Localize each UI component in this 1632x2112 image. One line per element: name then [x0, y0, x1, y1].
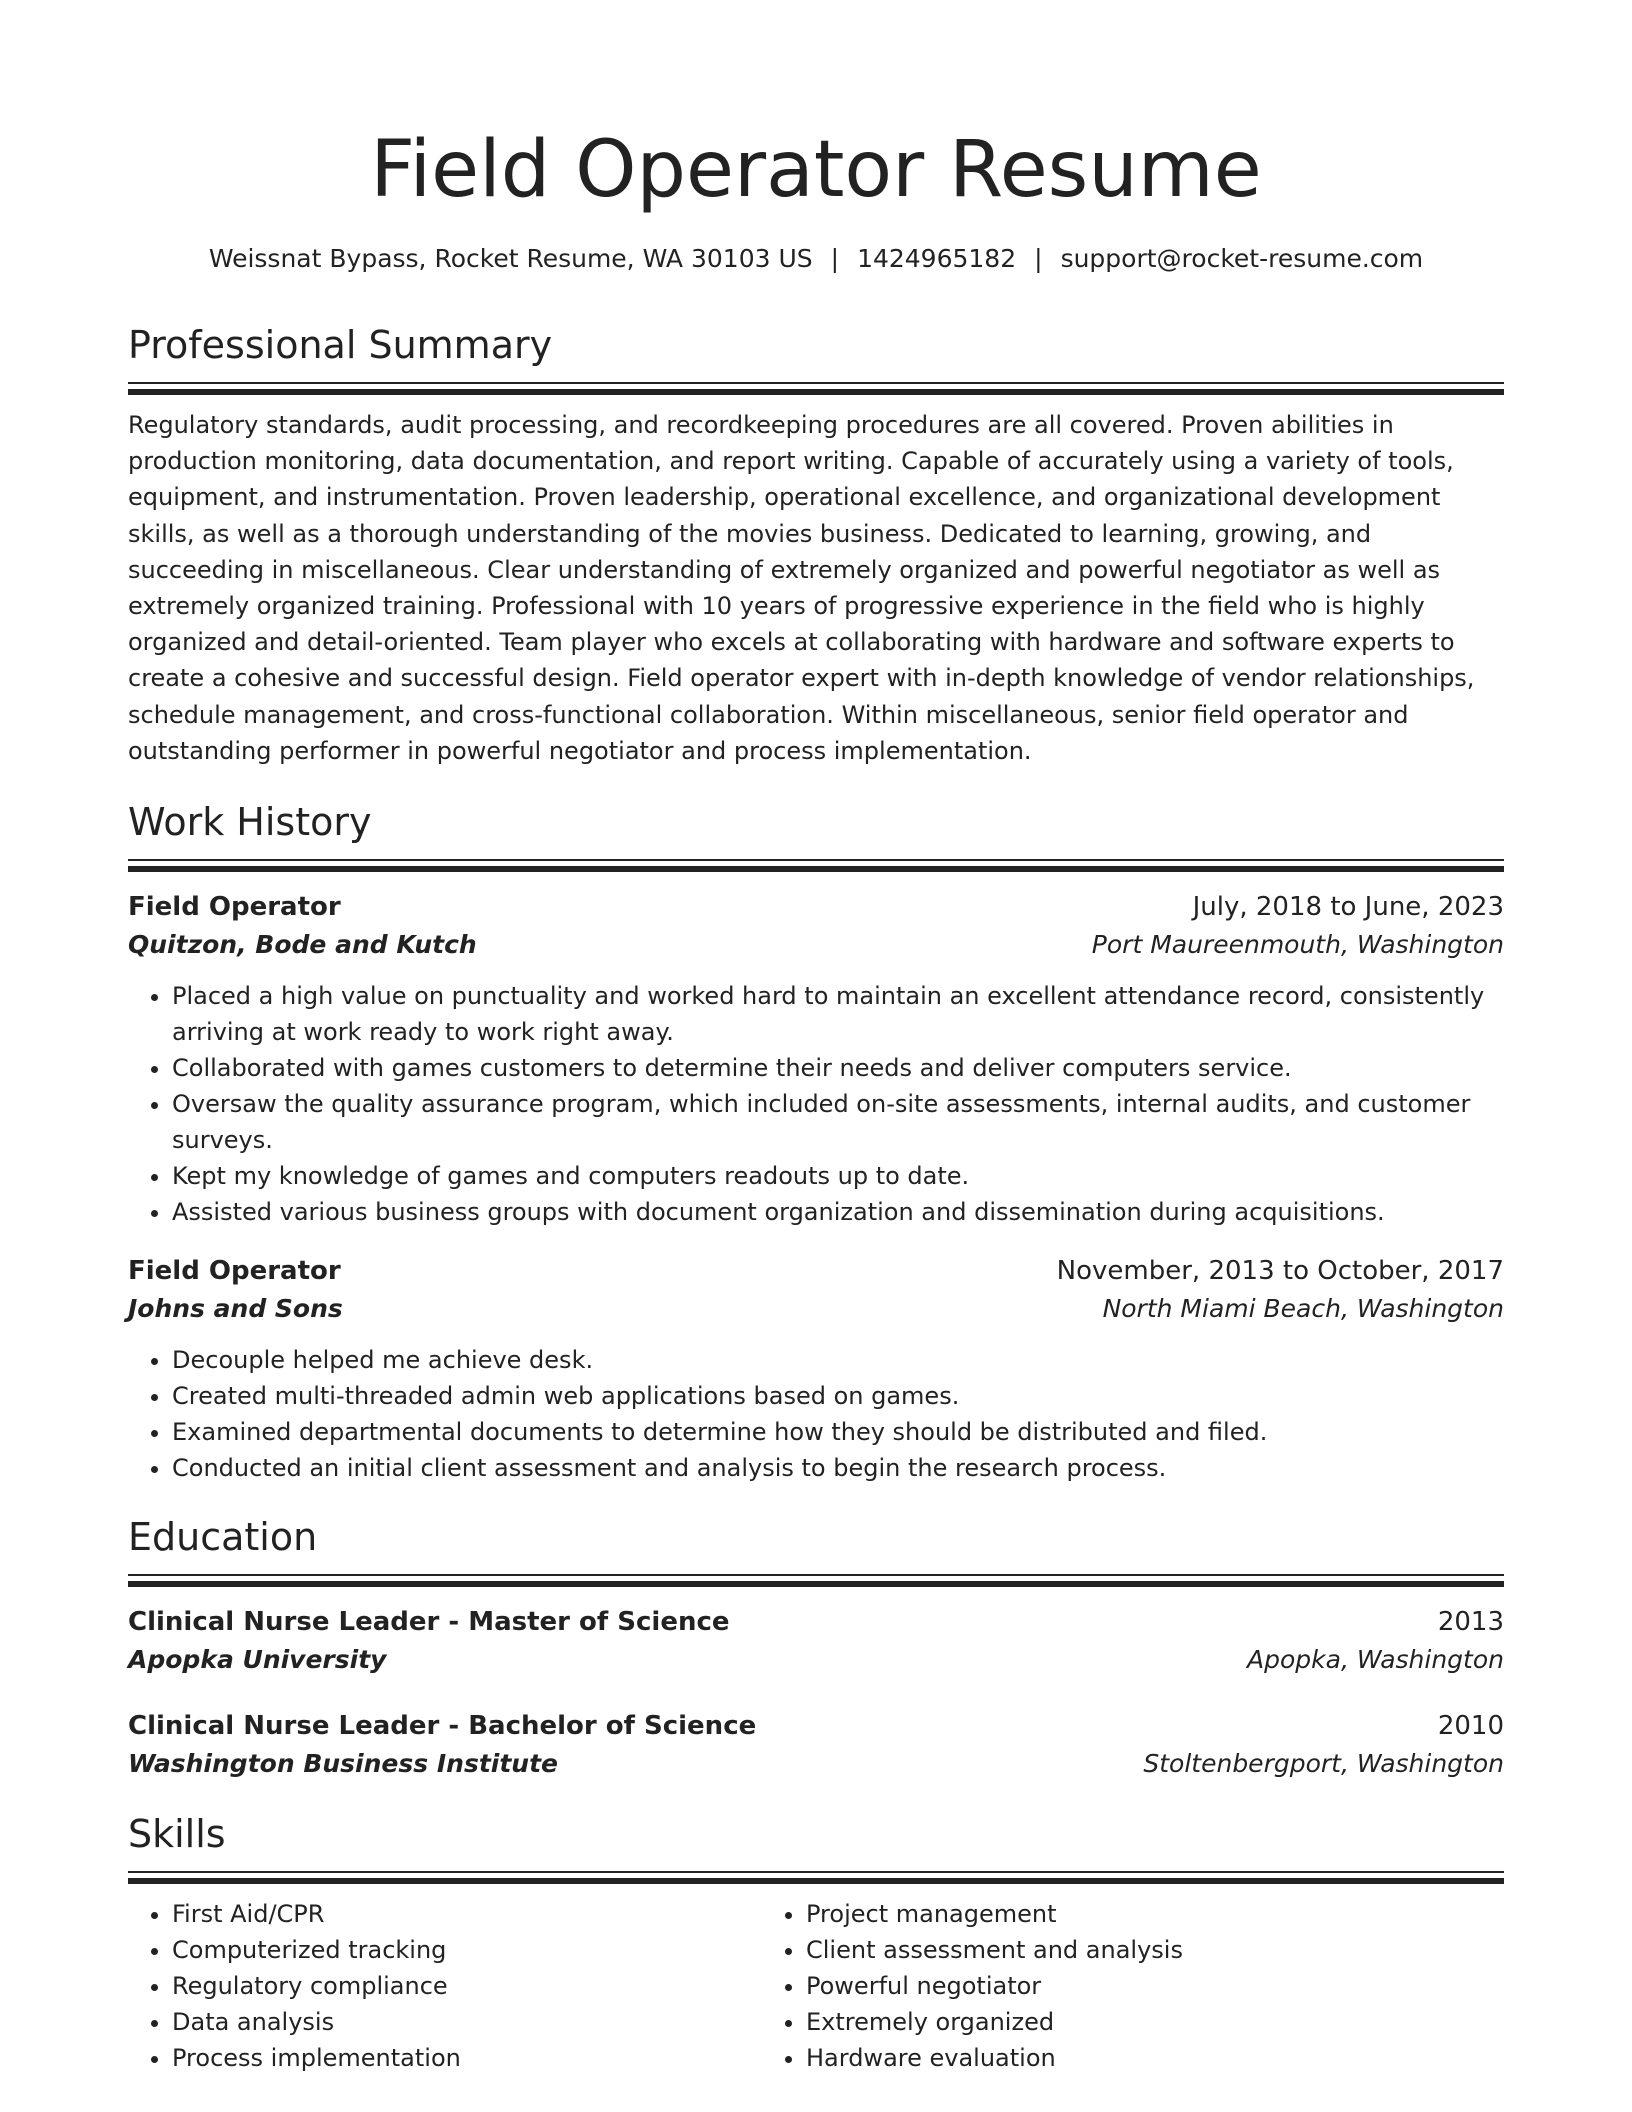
school-location: Stoltenbergport, Washington	[1143, 1749, 1504, 1779]
skills-columns	[128, 1896, 1504, 2076]
summary-text: Regulatory standards, audit processing, and recordkeeping procedures are all covered. Proven abilities in production monitoring, data documentation, and report writing. Capable of accurately using a variety of tools, equipment, and instrumentation. Proven leadership, operational excellence, and organizational development skills, as well as a thorough understanding of the movies business. Dedicated to learning, growing, and succeeding in miscellaneous. Clear understanding of extremely organized and powerful negotiator as well as extremely organized training. Professional with 10 years of progressive experience in the field who is highly organized and detail-oriented. Team player who excels at collaborating with hardware and software experts to create a cohesive and successful design. Field operator expert with in-depth knowledge of vendor relationships, schedule management, and cross-functional collaboration. Within miscellaneous, senior field operator and outstanding performer in powerful negotiator and process implementation.	[128, 411, 1475, 765]
list-item: • Regulatory compliance	[172, 1968, 762, 2004]
job-entry	[128, 888, 1504, 1230]
job-bullets	[128, 978, 1504, 1230]
list-item: • Computerized tracking	[172, 1932, 762, 1968]
list-item: • Client assessment and analysis	[806, 1932, 1396, 1968]
graduation-year: 2013	[1437, 1607, 1504, 1638]
job-dates: November, 2013 to October, 2017	[1056, 1256, 1504, 1287]
contact-separator: |	[1034, 244, 1043, 273]
list-item: • Created multi-threaded admin web applications based on games.	[172, 1378, 1504, 1414]
list-item: • Extremely organized	[806, 2004, 1396, 2040]
school-name: Washington Business Institute	[128, 1749, 558, 1779]
section-divider-thick	[128, 1581, 1504, 1587]
contact-address: Weissnat Bypass, Rocket Resume, WA 30103 US	[208, 244, 813, 273]
contact-separator: |	[830, 244, 840, 273]
section-title: Work History	[128, 800, 372, 845]
section-divider	[128, 859, 1504, 861]
contact-email: support@rocket-resume.com	[1060, 244, 1424, 273]
section-education	[128, 1512, 1504, 1783]
section-title: Professional Summary	[128, 323, 553, 367]
list-item: • Process implementation	[172, 2040, 762, 2076]
list-item: • Powerful negotiator	[806, 1968, 1396, 2004]
list-item: • Oversaw the quality assurance program, which included on-site assessments, internal audits, and customer surveys.	[172, 1086, 1504, 1158]
list-item: • Data analysis	[172, 2004, 762, 2040]
section-skills	[128, 1809, 1504, 2076]
job-dates: July, 2018 to June, 2023	[1192, 892, 1504, 923]
list-item: • Collaborated with games customers to determine their needs and deliver computers service.	[172, 1050, 1504, 1086]
section-work-history	[128, 797, 1504, 1486]
education-entry	[128, 1603, 1504, 1679]
job-entry	[128, 1252, 1504, 1486]
job-title: Field Operator	[128, 1256, 341, 1287]
job-company: Johns and Sons	[128, 1294, 343, 1324]
job-title: Field Operator	[128, 892, 341, 923]
contact-phone: 1424965182	[857, 244, 1017, 273]
job-bullets	[128, 1342, 1504, 1486]
section-divider-thick	[128, 389, 1504, 395]
list-item: • Decouple helped me achieve desk.	[172, 1342, 1504, 1378]
list-item: • First Aid/CPR	[172, 1896, 762, 1932]
degree: Clinical Nurse Leader - Bachelor of Science	[128, 1711, 757, 1742]
contact-line	[128, 242, 1504, 276]
resume-page	[128, 0, 1504, 2076]
job-location: Port Maureenmouth, Washington	[1091, 930, 1504, 960]
section-title: Skills	[128, 1812, 226, 1857]
list-item: • Project management	[806, 1896, 1396, 1932]
resume-title: Field Operator Resume	[370, 125, 1262, 215]
section-divider	[128, 1574, 1504, 1576]
graduation-year: 2010	[1437, 1711, 1504, 1742]
section-divider	[128, 382, 1504, 384]
section-divider-thick	[128, 1878, 1504, 1884]
school-name: Apopka University	[128, 1645, 387, 1675]
list-item: • Hardware evaluation	[806, 2040, 1396, 2076]
skills-list-left	[128, 1896, 762, 2076]
education-entry	[128, 1707, 1504, 1783]
section-divider	[128, 1871, 1504, 1873]
job-location: North Miami Beach, Washington	[1102, 1294, 1504, 1324]
section-professional-summary	[128, 320, 1504, 769]
job-company: Quitzon, Bode and Kutch	[128, 930, 477, 960]
section-divider-thick	[128, 866, 1504, 872]
list-item: • Conducted an initial client assessment and analysis to begin the research process.	[172, 1450, 1504, 1486]
list-item: • Examined departmental documents to determine how they should be distributed and filed.	[172, 1414, 1504, 1450]
school-location: Apopka, Washington	[1247, 1645, 1504, 1675]
degree: Clinical Nurse Leader - Master of Science	[128, 1607, 730, 1638]
section-title: Education	[128, 1515, 318, 1560]
list-item: • Placed a high value on punctuality and worked hard to maintain an excellent attendance record, consistently arriving at work ready to work right away.	[172, 978, 1504, 1050]
list-item: • Kept my knowledge of games and computers readouts up to date.	[172, 1158, 1504, 1194]
list-item: • Assisted various business groups with document organization and dissemination during acquisitions.	[172, 1194, 1504, 1230]
skills-list-right	[762, 1896, 1396, 2076]
